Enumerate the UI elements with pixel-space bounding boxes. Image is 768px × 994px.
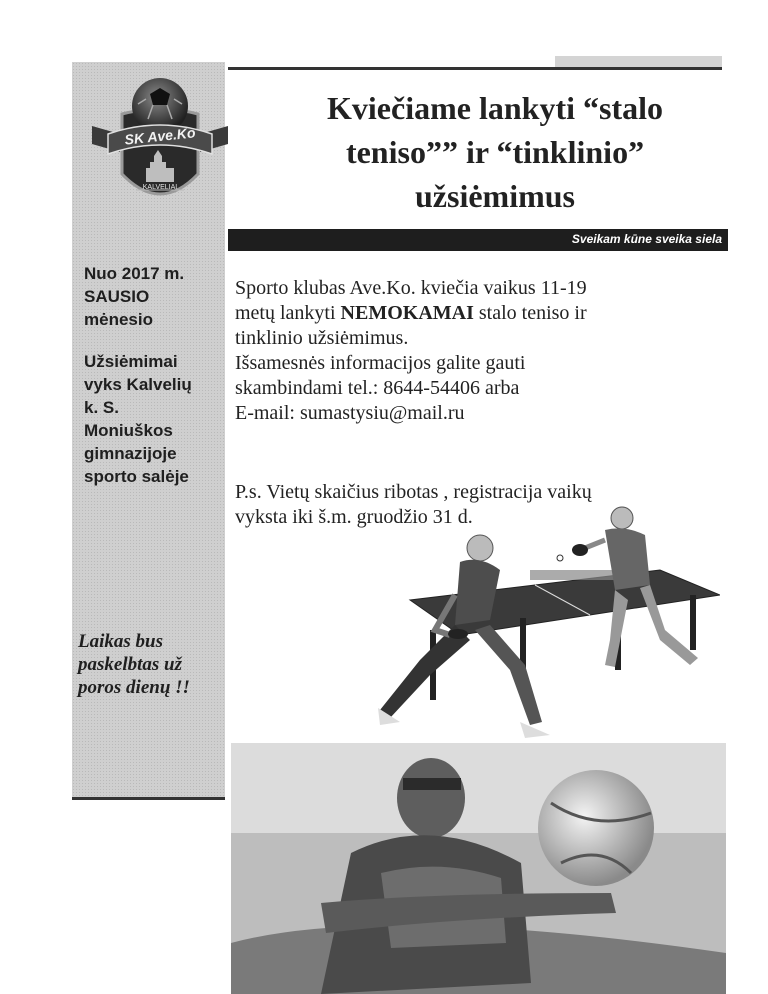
sidebar-bottom-rule <box>72 797 225 800</box>
sidebar-note-line-1: Laikas bus <box>78 631 163 652</box>
title-line-1: Kviečiame lankyti “stalo <box>327 90 663 126</box>
sidebar-start-date <box>84 262 222 331</box>
ps-line-1: P.s. Vietų skaičius ribotas , registracija vaikų <box>235 481 592 503</box>
sidebar-start-line-1: Nuo 2017 m. <box>84 264 185 283</box>
volleyball-player-image <box>231 743 726 994</box>
sidebar-place-line-1: Užsiėmimai <box>84 352 178 371</box>
sidebar-note-line-3: poros dienų !! <box>78 677 190 698</box>
logo-name: SK Ave.Ko <box>123 124 197 148</box>
ps-line-2: vyksta iki š.m. gruodžio 31 d. <box>235 506 473 528</box>
table-tennis-illustration <box>360 500 720 745</box>
body-line-4: Išsamesnės informacijos galite gauti <box>235 352 526 374</box>
body-line-2b: stalo teniso ir <box>478 302 587 324</box>
sidebar-note <box>78 630 223 699</box>
sidebar-place-line-2: vyks Kalvelių <box>84 375 192 394</box>
sidebar-start-line-2: SAUSIO <box>84 287 150 306</box>
sidebar-location <box>84 350 222 488</box>
body-line-3: tinklinio užsiėmimus. <box>235 327 409 349</box>
invitation-paragraph <box>235 276 715 426</box>
body-line-5-phone: skambindami tel.: 8644-54406 arba <box>235 377 520 399</box>
sidebar-place-line-5: gimnazijoje <box>84 444 177 463</box>
club-logo <box>80 64 255 224</box>
tagline-text: Sveikam kūne sveika siela <box>571 232 722 246</box>
top-rule <box>228 67 722 70</box>
sidebar-start-line-3: mėnesio <box>84 310 153 329</box>
sidebar-place-line-3: k. S. <box>84 398 119 417</box>
page-title <box>260 86 730 218</box>
sidebar-note-line-2: paskelbtas už <box>78 654 182 675</box>
sidebar-place-line-4: Moniuškos <box>84 421 173 440</box>
logo-subtext: KALVELIAI <box>142 184 178 191</box>
body-line-1: Sporto klubas Ave.Ko. kviečia vaikus 11-19 <box>235 277 587 299</box>
sidebar-place-line-6: sporto salėje <box>84 467 189 486</box>
soccer-ball-shield-icon <box>80 64 255 224</box>
free-emphasis: NEMOKAMAI <box>340 302 474 324</box>
title-line-3: užsiėmimus <box>415 178 575 214</box>
tagline-bar <box>228 229 728 251</box>
title-line-2: teniso”” ir “tinklinio” <box>345 134 645 170</box>
volleyball-photo <box>231 743 726 994</box>
body-line-6-email: E-mail: sumastysiu@mail.ru <box>235 402 465 424</box>
body-line-2a: metų lankyti <box>235 302 336 324</box>
